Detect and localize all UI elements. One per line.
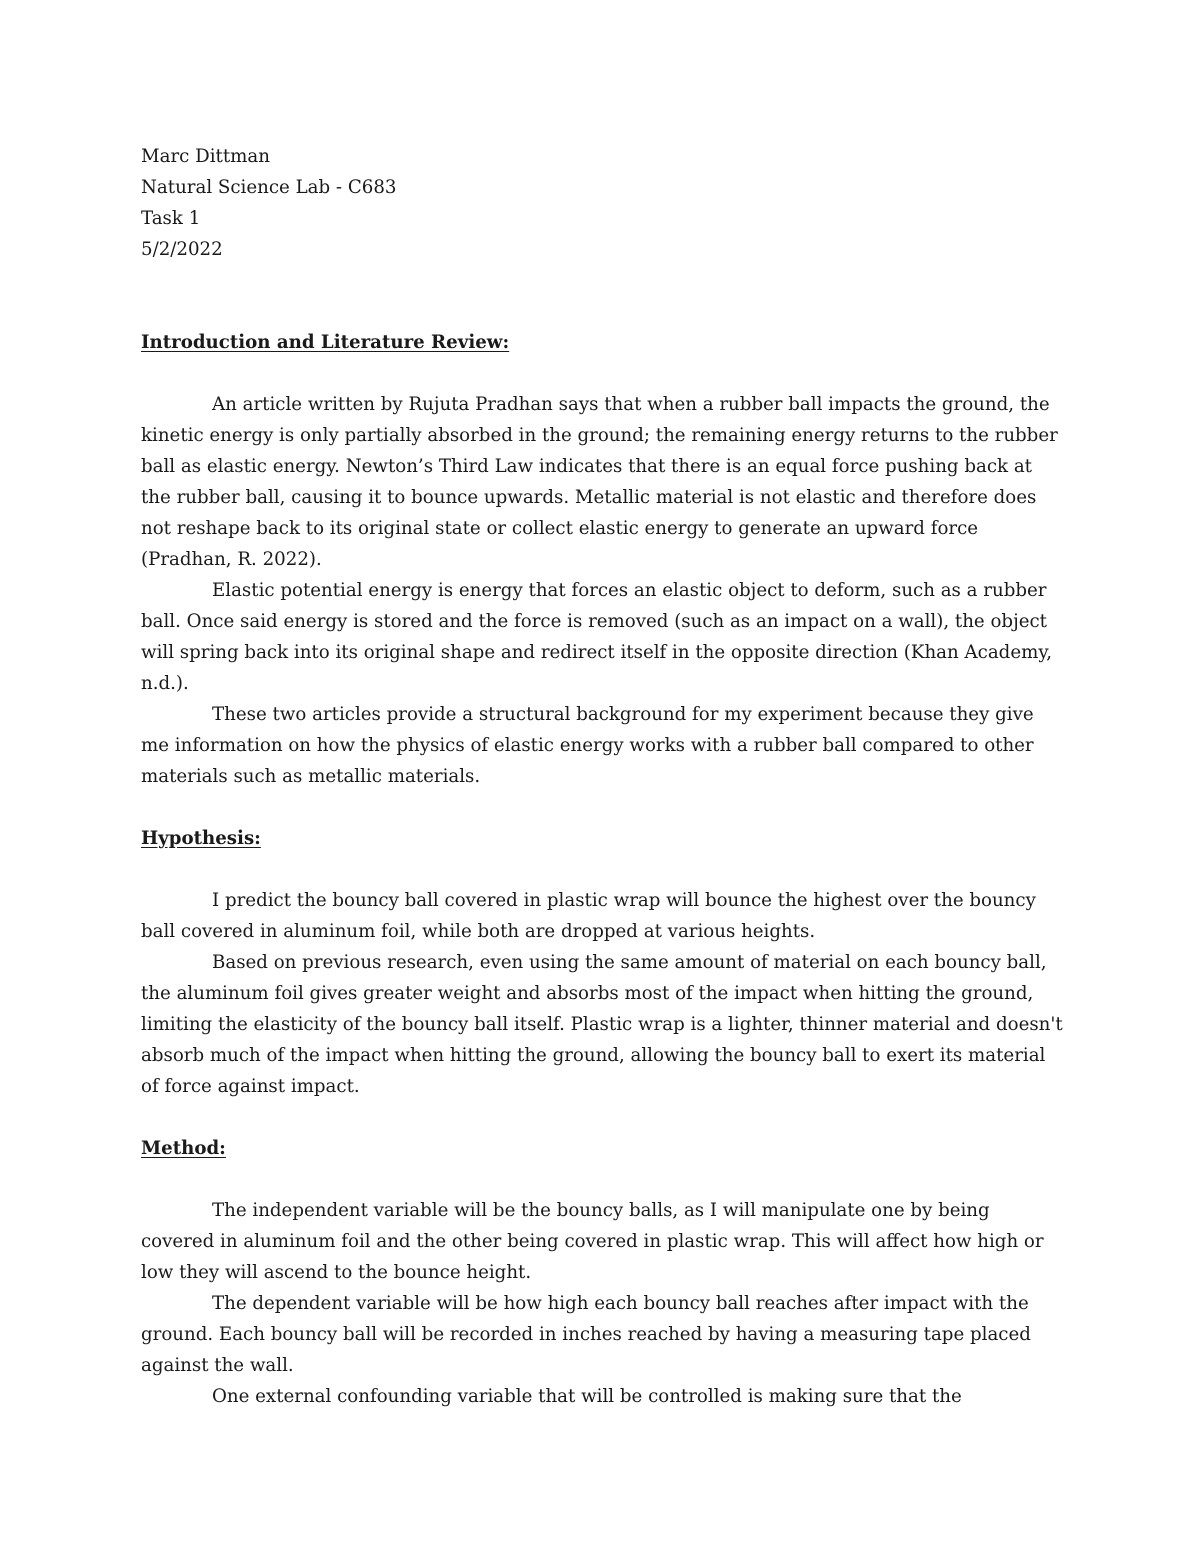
method-paragraph: The independent variable will be the bouncy balls, as I will manipulate one by being covered in aluminum foil and the other being covered in plastic wrap. This will affect how high or low they will ascend to the bounce height.	[141, 1200, 1044, 1283]
method-section	[141, 1133, 1066, 1412]
method-paragraph: One external confounding variable that will be controlled is making sure that the	[212, 1386, 962, 1407]
task-label: Task 1	[141, 208, 201, 229]
hypothesis-paragraph: I predict the bouncy ball covered in plastic wrap will bounce the highest over the bouncy ball covered in aluminum foil, while both are dropped at various heights.	[141, 890, 1036, 942]
intro-paragraph: Elastic potential energy is energy that forces an elastic object to deform, such as a rubber ball. Once said energy is stored and the force is removed (such as an impact on a wall), the object will spring back into its original shape and redirect itself in the opposite direction (Khan Academy, n.d.).	[141, 580, 1052, 694]
hypothesis-section	[141, 823, 1066, 1102]
method-paragraph: The dependent variable will be how high each bouncy ball reaches after impact with the ground. Each bouncy ball will be recorded in inches reached by having a measuring tape placed against the wall.	[141, 1293, 1031, 1376]
method-heading: Method:	[141, 1138, 226, 1159]
intro-heading: Introduction and Literature Review:	[141, 332, 510, 353]
intro-paragraph: These two articles provide a structural background for my experiment because they give me information on how the physics of elastic energy works with a rubber ball compared to other materials such as metallic materials.	[141, 704, 1034, 787]
document-page	[141, 141, 1066, 1443]
author-name: Marc Dittman	[141, 146, 270, 167]
intro-section	[141, 327, 1066, 792]
intro-paragraph: An article written by Rujuta Pradhan says that when a rubber ball impacts the ground, the kinetic energy is only partially absorbed in the ground; the remaining energy returns to the rubber ball as elastic energy. Newton’s Third Law indicates that there is an equal force pushing back at the rubber ball, causing it to bounce upwards. Metallic material is not elastic and therefore does not reshape back to its original state or collect elastic energy to generate an upward force (Pradhan, R. 2022).	[141, 394, 1058, 570]
hypothesis-paragraph: Based on previous research, even using the same amount of material on each bouncy ball, the aluminum foil gives greater weight and absorbs most of the impact when hitting the ground, limiting the elasticity of the bouncy ball itself. Plastic wrap is a lighter, thinner material and doesn't absorb much of the impact when hitting the ground, allowing the bouncy ball to exert its material of force against impact.	[141, 952, 1063, 1097]
hypothesis-heading: Hypothesis:	[141, 828, 261, 849]
course-name: Natural Science Lab - C683	[141, 177, 397, 198]
document-date: 5/2/2022	[141, 239, 223, 260]
header-block	[141, 141, 1066, 265]
